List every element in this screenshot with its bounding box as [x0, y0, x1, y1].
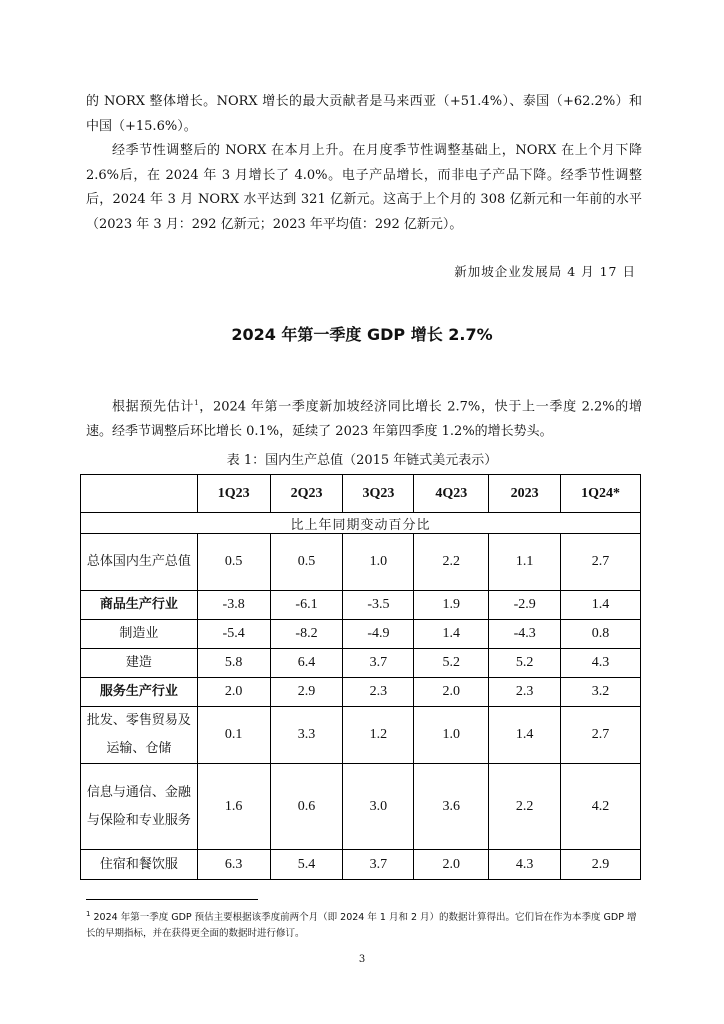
table-caption: 表 1：国内生产总值（2015 年链式美元表示） [226, 453, 498, 468]
table-cell: 3.7 [343, 649, 414, 678]
table-cell: 2.7 [561, 707, 641, 764]
table-cell: 0.1 [197, 707, 270, 764]
table-cell: 1.0 [414, 707, 489, 764]
table-cell: 2.7 [561, 534, 641, 591]
footnote [86, 906, 642, 942]
table-cell: 0.6 [270, 764, 343, 850]
footnote-divider [86, 899, 258, 900]
table-cell: 5.2 [414, 649, 489, 678]
paragraph-gdp-estimate-text-b: ，2024 年第一季度新加坡经济同比增长 2.7%，快于上一季度 2.2%的增速。经季节调整后环比增长 0.1%，延续了 2023 年第四季度 1.2%的增长势头。 [86, 399, 642, 439]
table-cell: 3.2 [561, 678, 641, 707]
table-cell: 1.4 [561, 591, 641, 620]
table-cell: 2.2 [414, 534, 489, 591]
table-cell: 2.3 [343, 678, 414, 707]
column-header: 1Q24* [561, 475, 641, 513]
row-label: 建造 [81, 649, 198, 678]
signature-line: 新加坡企业发展局 4 月 17 日 [454, 264, 636, 279]
table-cell: 4.3 [489, 850, 561, 880]
table-cell: 2.9 [270, 678, 343, 707]
column-header: 3Q23 [343, 475, 414, 513]
paragraph-gdp-estimate-text-a: 根据预先估计 [112, 399, 195, 415]
table-cell: -4.9 [343, 620, 414, 649]
column-header: 2Q23 [270, 475, 343, 513]
row-label: 总体国内生产总值 [81, 534, 198, 591]
footnote-ref[interactable]: 1 [194, 399, 199, 407]
table-cell: -5.4 [197, 620, 270, 649]
table-cell: 3.0 [343, 764, 414, 850]
table-row [81, 591, 641, 620]
table-row [81, 764, 641, 850]
page-number: 3 [358, 954, 366, 965]
table-cell: 3.6 [414, 764, 489, 850]
table-row [81, 850, 641, 880]
table-cell: 5.8 [197, 649, 270, 678]
row-label: 批发、零售贸易及运输、仓储 [81, 707, 198, 764]
table-row [81, 620, 641, 649]
table-cell: 2.0 [197, 678, 270, 707]
table-cell: 1.9 [414, 591, 489, 620]
table-cell: 3.7 [343, 850, 414, 880]
table-header-row [81, 475, 641, 513]
row-label: 信息与通信、金融与保险和专业服务 [81, 764, 198, 850]
table-subheader: 比上年同期变动百分比 [81, 513, 641, 534]
footnote-mark: 1 [86, 910, 91, 918]
table-cell: 1.1 [489, 534, 561, 591]
table-row [81, 649, 641, 678]
table-cell: 0.8 [561, 620, 641, 649]
table-cell: -3.8 [197, 591, 270, 620]
table-cell: 2.2 [489, 764, 561, 850]
table-cell: -8.2 [270, 620, 343, 649]
table-cell: 0.5 [270, 534, 343, 591]
row-label: 服务生产行业 [81, 678, 198, 707]
gdp-table [80, 474, 641, 880]
column-header: 1Q23 [197, 475, 270, 513]
column-header: 2023 [489, 475, 561, 513]
table-cell: 2.0 [414, 850, 489, 880]
column-header: 4Q23 [414, 475, 489, 513]
row-label: 商品生产行业 [81, 591, 198, 620]
paragraph-norx-contributors: 的 NORX 整体增长。NORX 增长的最大贡献者是马来西亚（+51.4%）、泰国（+62.2%）和中国（+15.6%）。 [86, 94, 642, 134]
table-cell: 1.2 [343, 707, 414, 764]
table-cell: 1.6 [197, 764, 270, 850]
paragraph-gdp-estimate [86, 391, 642, 444]
table-row [81, 707, 641, 764]
table-row [81, 678, 641, 707]
row-label: 制造业 [81, 620, 198, 649]
table-row [81, 534, 641, 591]
table-cell: 5.4 [270, 850, 343, 880]
table-cell: 2.3 [489, 678, 561, 707]
table-cell: 4.2 [561, 764, 641, 850]
table-cell: 2.0 [414, 678, 489, 707]
row-label: 住宿和餐饮服 [81, 850, 198, 880]
table-cell: 5.2 [489, 649, 561, 678]
table-cell: -6.1 [270, 591, 343, 620]
table-cell: -2.9 [489, 591, 561, 620]
table-cell: 6.4 [270, 649, 343, 678]
table-cell: 6.3 [197, 850, 270, 880]
table-cell: 3.3 [270, 707, 343, 764]
paragraph-norx-seasonal: 经季节性调整后的 NORX 在本月上升。在月度季节性调整基础上，NORX 在上个月下降 2.6%后，在 2024 年 3 月增长了 4.0%。电子产品增长，而非电子产品下降。经季节性调整后，2024 年 3 月 NORX 水平达到 321 亿新元。这高于上个月的 308 亿新元和一年前的水平（2023 年 3 月：292 亿新元；2023 年平均值：292 亿新元）。 [86, 143, 642, 232]
table-cell: 2.9 [561, 850, 641, 880]
table-cell: 1.0 [343, 534, 414, 591]
table-cell: 1.4 [414, 620, 489, 649]
table-cell: 0.5 [197, 534, 270, 591]
footnote-text: 2024 年第一季度 GDP 预估主要根据该季度前两个月（即 2024 年 1 月和 2 月）的数据计算得出。它们旨在作为本季度 GDP 增长的早期指标，并在获得更全面的数据时进行修订。 [86, 912, 637, 940]
table-cell: -4.3 [489, 620, 561, 649]
table-cell: 4.3 [561, 649, 641, 678]
table-cell: -3.5 [343, 591, 414, 620]
table-cell: 1.4 [489, 707, 561, 764]
table-subheader-row [81, 513, 641, 534]
header-empty-cell [81, 475, 198, 513]
section-title: 2024 年第一季度 GDP 增长 2.7% [231, 325, 493, 344]
